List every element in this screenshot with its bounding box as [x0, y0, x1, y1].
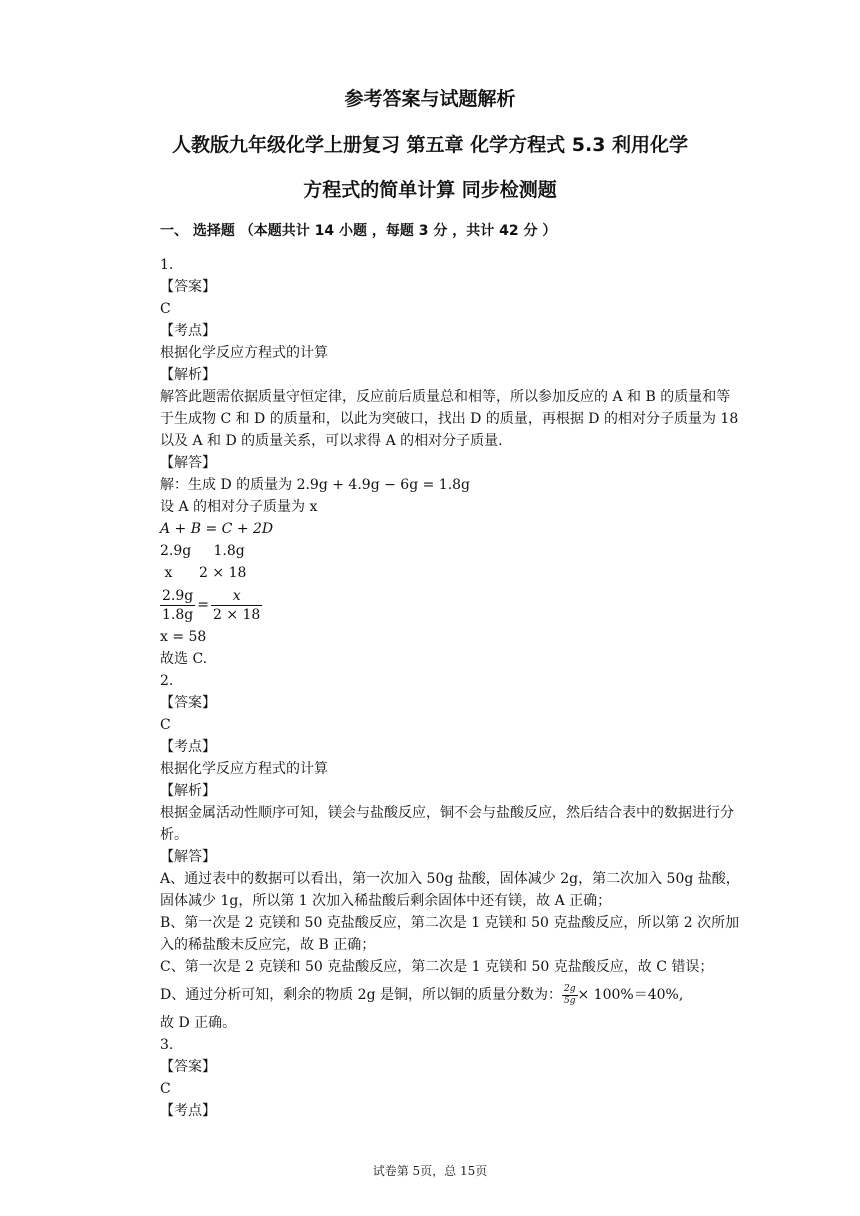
- q1-equation: A + B = C + 2D: [160, 521, 274, 537]
- q3-point-tag: 【考点】: [160, 1103, 216, 1119]
- answer-content: [160, 254, 740, 1122]
- q1-point: 根据化学反应方程式的计算: [160, 345, 328, 361]
- q2-analysis: 根据金属活动性顺序可知，镁会与盐酸反应，铜不会与盐酸反应，然后结合表中的数据进行分析。: [160, 805, 734, 843]
- q1-fraction-right-denominator: 2 × 18: [212, 606, 261, 623]
- q1-fraction-right-numerator: x: [211, 587, 262, 606]
- q3-answer: C: [160, 1081, 171, 1097]
- q3-number: 3.: [160, 1037, 174, 1053]
- q3-answer-tag: 【答案】: [160, 1059, 216, 1075]
- q1-proportion: [160, 584, 740, 626]
- q1-solution-step-2: 设 A 的相对分子质量为 x: [160, 499, 318, 515]
- q1-number: 1.: [160, 257, 174, 273]
- page-footer: 试卷第 5页，总 15页: [372, 1164, 488, 1178]
- q1-solution-tag: 【解答】: [160, 455, 216, 471]
- q1-answer: C: [160, 301, 171, 317]
- q2-option-d-fraction: [562, 984, 578, 1007]
- q1-analysis-tag: 【解析】: [160, 367, 216, 383]
- q1-fraction-left-denominator: 1.8g: [162, 606, 194, 623]
- q2-number: 2.: [160, 673, 174, 689]
- q1-molar-row: x 2 × 18: [160, 565, 247, 581]
- q2-option-a: A、通过表中的数据可以看出，第一次加入 50g 盐酸，固体减少 2g，第二次加入 50g 盐酸，固体减少 1g，所以第 1 次加入稀盐酸后剩余固体中还有镁，故 A 正确；: [160, 871, 740, 909]
- q1-fraction-equals: =: [197, 597, 209, 613]
- q1-answer-tag: 【答案】: [160, 279, 216, 295]
- q2-option-b: B、第一次是 2 克镁和 50 克盐酸反应，第二次是 1 克镁和 50 克盐酸反应，所以第 2 次所加入的稀盐酸未反应完，故 B 正确；: [160, 915, 740, 953]
- q2-option-d-numerator: 2g: [564, 983, 576, 994]
- q2-option-d-end: 故 D 正确。: [160, 1015, 237, 1031]
- q1-fraction-left: [160, 587, 195, 624]
- q2-point: 根据化学反应方程式的计算: [160, 761, 328, 777]
- document-title-line-1: 人教版九年级化学上册复习 第五章 化学方程式 5.3 利用化学: [171, 134, 689, 156]
- q2-answer: C: [160, 717, 171, 733]
- q1-point-tag: 【考点】: [160, 323, 216, 339]
- q2-option-d-percent: × 100%＝40%,: [577, 987, 684, 1003]
- q1-choice: 故选 C.: [160, 651, 208, 667]
- q2-answer-tag: 【答案】: [160, 695, 216, 711]
- q2-option-d-denominator: 5g: [564, 995, 576, 1006]
- section-heading: 一、 选择题 （本题共计 14 小题 ，每题 3 分 ，共计 42 分 ）: [160, 223, 557, 239]
- q2-option-d: [160, 978, 740, 1012]
- q1-solution-step-1: 解：生成 D 的质量为 2.9g + 4.9g − 6g = 1.8g: [160, 477, 471, 493]
- q2-option-d-text: D、通过分析可知，剩余的物质 2g 是铜，所以铜的质量分数为：: [160, 987, 562, 1003]
- document-title-line-2: 方程式的简单计算 同步检测题: [303, 179, 557, 201]
- q1-analysis: 解答此题需依据质量守恒定律，反应前后质量总和相等，所以参加反应的 A 和 B 的质量和等于生成物 C 和 D 的质量和，以此为突破口，找出 D 的质量，再根据 D 的相对分子质量为 18 以及 A 和 D 的质量关系，可以求得 A 的相对分子质量.: [160, 389, 739, 449]
- q2-point-tag: 【考点】: [160, 739, 216, 755]
- q2-analysis-tag: 【解析】: [160, 783, 216, 799]
- q2-solution-tag: 【解答】: [160, 849, 216, 865]
- q1-result: x = 58: [160, 629, 207, 645]
- q1-fraction-left-numerator: 2.9g: [162, 587, 194, 604]
- answer-title: 参考答案与试题解析: [344, 88, 516, 110]
- q1-mass-row: 2.9g 1.8g: [160, 543, 245, 559]
- q2-option-c: C、第一次是 2 克镁和 50 克盐酸反应，第二次是 1 克镁和 50 克盐酸反应，故 C 错误；: [160, 959, 714, 975]
- q1-fraction-right: [211, 587, 262, 624]
